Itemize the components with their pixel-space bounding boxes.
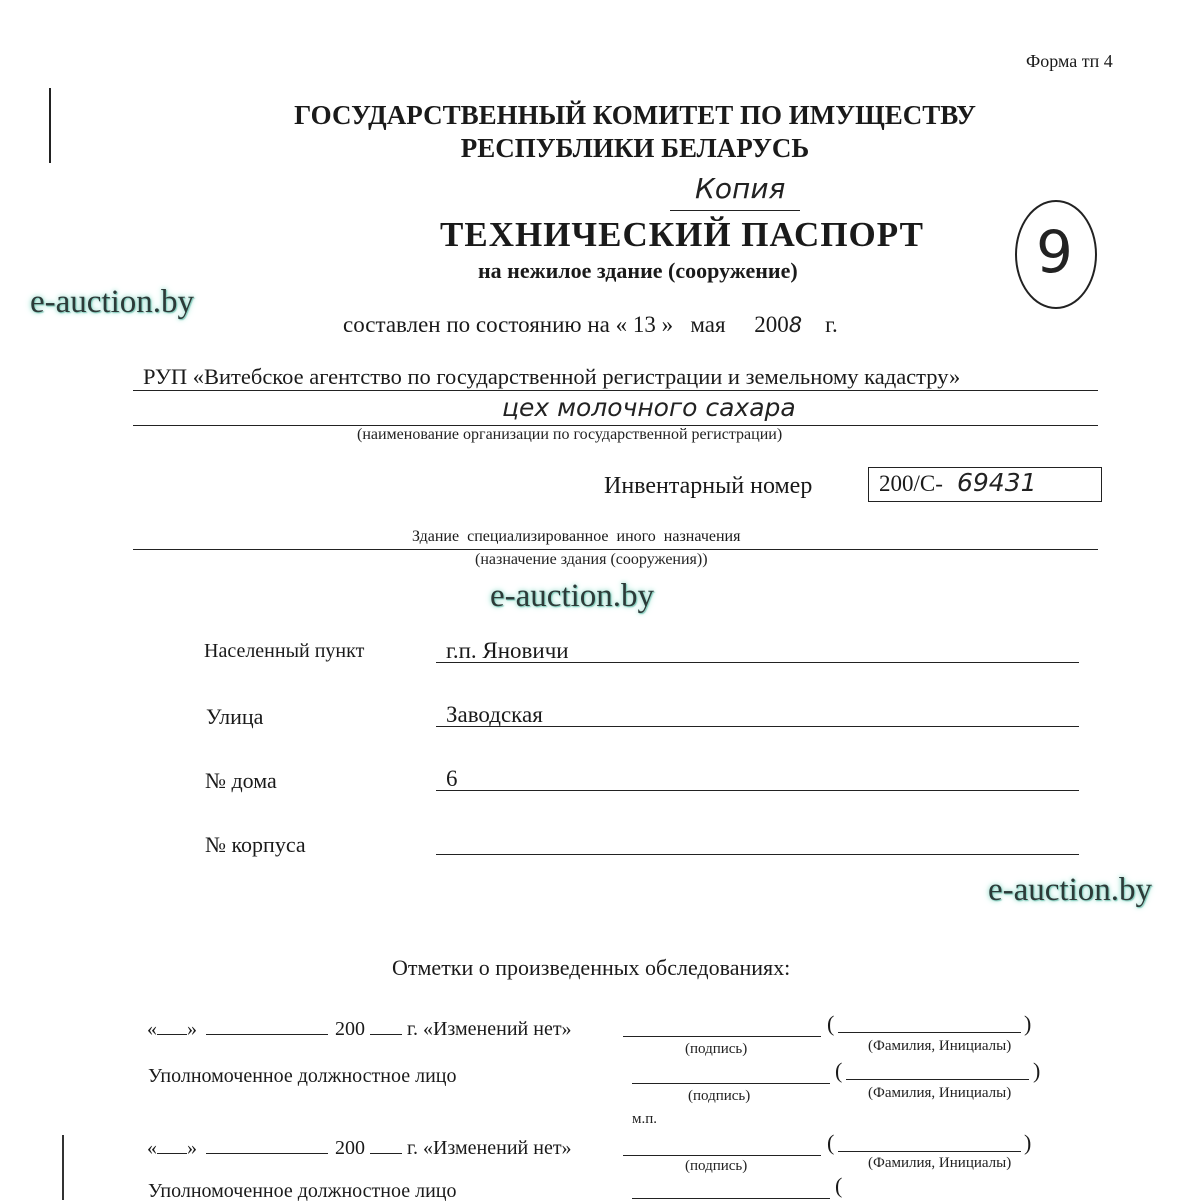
paren-close: ): [1024, 1011, 1032, 1036]
margin-mark: [49, 88, 51, 163]
watermark: e-auction.by: [30, 284, 195, 320]
date-open: «: [147, 1137, 157, 1159]
year-suffix: г.: [407, 1137, 418, 1159]
copy-underline: [670, 210, 800, 211]
inspection-date-row: [147, 1135, 572, 1160]
address-underline: [436, 726, 1079, 727]
agency-caption: (наименование организации по государственной регистрации): [357, 426, 783, 443]
address-label: Населенный пункт: [204, 640, 365, 662]
date-close: »: [187, 1018, 197, 1040]
copy-handwritten: Копия: [695, 172, 786, 205]
address-underline: [436, 662, 1079, 663]
state-date-prefix: составлен по состоянию на «: [343, 312, 628, 337]
document-subtitle: на нежилое здание (сооружение): [478, 258, 798, 283]
state-date-month: мая: [690, 312, 726, 337]
address-underline: [436, 854, 1079, 855]
address-underline: [436, 790, 1079, 791]
year-suffix: г.: [407, 1018, 418, 1040]
inventory-box: [868, 467, 1102, 502]
agency-handwritten: цех молочного сахара: [502, 393, 796, 422]
circled-number: 9: [1036, 218, 1073, 286]
signature-caption: (подпись): [685, 1041, 748, 1057]
signature-line: [623, 1036, 821, 1037]
name-caption: (Фамилия, Инициалы): [868, 1038, 1012, 1054]
state-date-year: 200: [754, 312, 789, 337]
name-caption: (Фамилия, Инициалы): [868, 1155, 1012, 1171]
state-date: [343, 312, 838, 338]
document-title: ТЕХНИЧЕСКИЙ ПАСПОРТ: [440, 215, 924, 254]
form-label: Форма тп 4: [1026, 51, 1113, 71]
address-label: № дома: [205, 768, 277, 793]
signature-caption: (подпись): [688, 1088, 751, 1104]
name-line: [846, 1079, 1029, 1080]
state-date-suffix: г.: [825, 312, 838, 337]
name-line: [838, 1151, 1021, 1152]
agency-name: РУП «Витебское агентство по государственной регистрации и земельному кадастру»: [143, 364, 961, 389]
paren-open: (: [835, 1173, 843, 1198]
name-caption: (Фамилия, Инициалы): [868, 1085, 1012, 1101]
org-name-line1: ГОСУДАРСТВЕННЫЙ КОМИТЕТ ПО ИМУЩЕСТВУ: [294, 100, 976, 130]
watermark: e-auction.by: [988, 872, 1153, 908]
purpose-caption: (назначение здания (сооружения)): [475, 551, 708, 568]
agency-underline: [133, 390, 1098, 391]
name-line: [838, 1032, 1021, 1033]
purpose-underline: [133, 549, 1098, 550]
paren-open: (: [827, 1130, 835, 1155]
inventory-printed: 200/С-: [879, 471, 943, 496]
date-open: «: [147, 1018, 157, 1040]
signature-line: [632, 1083, 830, 1084]
inventory-label: Инвентарный номер: [604, 473, 813, 499]
stamp-label: м.п.: [632, 1111, 658, 1127]
state-date-year-handwritten: 8: [788, 313, 803, 337]
state-date-mid: »: [661, 312, 674, 337]
signature-caption: (подпись): [685, 1158, 748, 1174]
signature-line: [632, 1198, 830, 1199]
building-purpose: Здание специализированное иного назначения: [412, 528, 741, 545]
address-label: Улица: [206, 704, 264, 729]
date-close: »: [187, 1137, 197, 1159]
address-value: Заводская: [446, 702, 543, 727]
year-prefix: 200: [335, 1137, 365, 1159]
state-date-day: 13: [632, 312, 656, 337]
paren-close: ): [1033, 1058, 1041, 1083]
inventory-handwritten: 69431: [957, 468, 1037, 497]
address-value: 6: [446, 766, 458, 791]
org-name-line2: РЕСПУБЛИКИ БЕЛАРУСЬ: [460, 133, 810, 163]
official-label: Уполномоченное должностное лицо: [148, 1065, 457, 1087]
no-changes: «Изменений нет»: [422, 1018, 572, 1040]
address-label: № корпуса: [205, 832, 306, 857]
inspection-date-row: [147, 1016, 572, 1041]
paren-open: (: [827, 1011, 835, 1036]
no-changes: «Изменений нет»: [422, 1137, 572, 1159]
paren-close: ): [1024, 1130, 1032, 1155]
year-prefix: 200: [335, 1018, 365, 1040]
margin-mark: [62, 1135, 64, 1200]
paren-open: (: [835, 1058, 843, 1083]
address-value: г.п. Яновичи: [446, 638, 569, 663]
inspections-heading: Отметки о произведенных обследованиях:: [392, 955, 791, 980]
watermark: e-auction.by: [490, 578, 655, 614]
signature-line: [623, 1155, 821, 1156]
official-label: Уполномоченное должностное лицо: [148, 1180, 457, 1202]
